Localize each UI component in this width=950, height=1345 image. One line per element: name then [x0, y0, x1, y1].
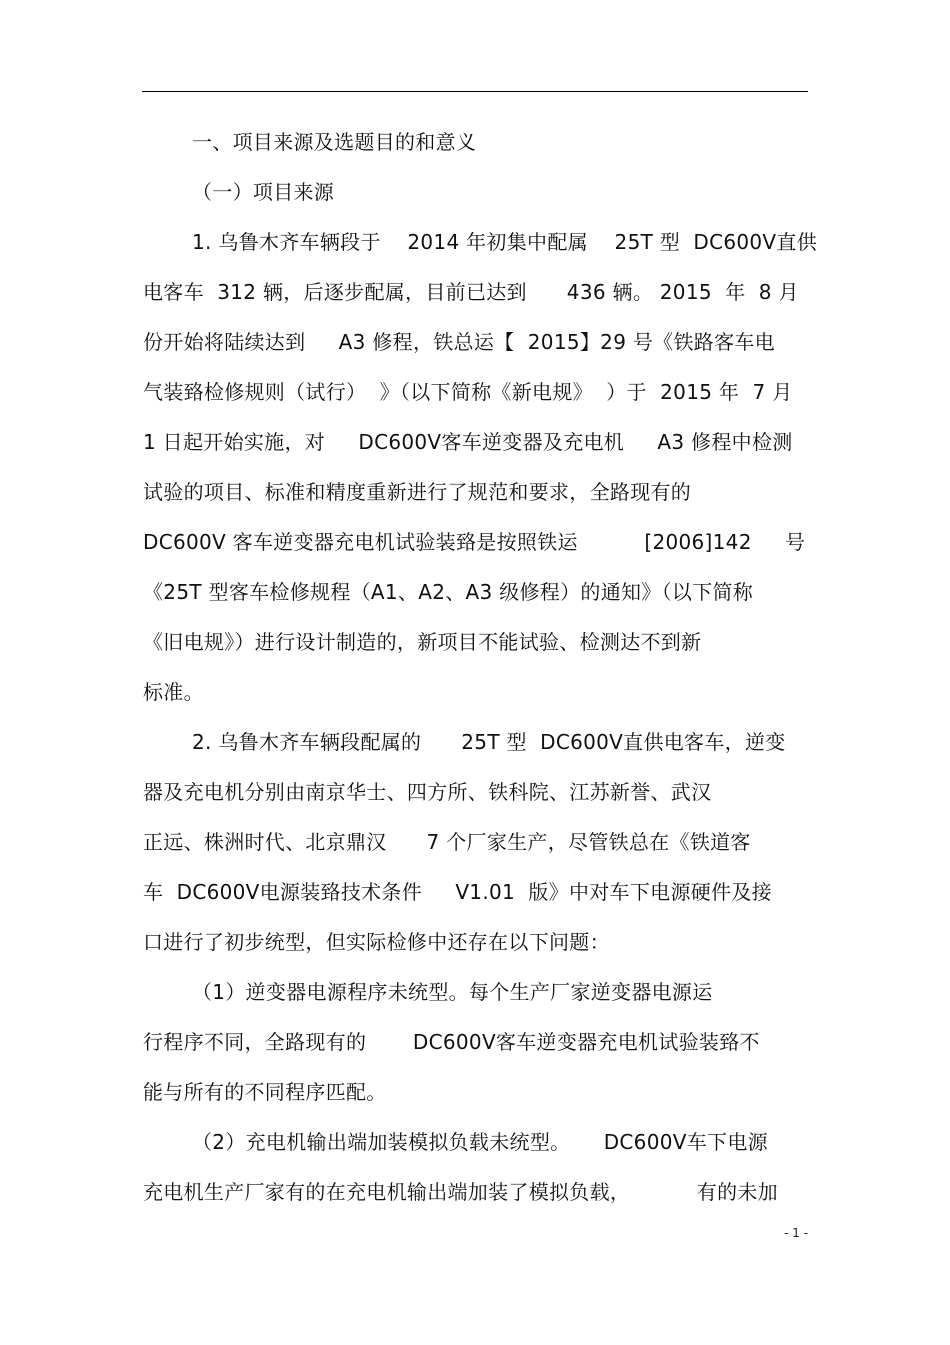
paragraph-line: （1）逆变器电源程序未统型。每个生产厂家逆变器电源运 [192, 980, 713, 1004]
paragraph-line: 标准。 [143, 680, 204, 704]
paragraph-line: 口进行了初步统型，但实际检修中还存在以下问题： [143, 930, 610, 954]
paragraph-line: 器及充电机分别由南京华士、四方所、铁科院、江苏新誉、武汉 [143, 780, 712, 804]
paragraph-line: 电客车 312 辆，后逐步配属，目前已达到 436 辆。 2015 年 8 月 [143, 280, 799, 304]
paragraph-line: 《25T 型客车检修规程（A1、A2、A3 级修程）的通知》（以下简称 [143, 580, 754, 604]
paragraph-line: 车 DC600V电源装臵技术条件 V1.01 版》中对车下电源硬件及接 [143, 880, 772, 904]
page-number: - 1 - [784, 1226, 808, 1240]
paragraph-line: DC600V 客车逆变器充电机试验装臵是按照铁运 [2006]142 号 [143, 530, 806, 554]
paragraph-line: 《旧电规》）进行设计制造的，新项目不能试验、检测达不到新 [143, 630, 702, 654]
paragraph-line: 气装臵检修规则（试行） 》（以下简称《新电规》 ）于 2015 年 7 月 [143, 380, 793, 404]
paragraph-line: 正远、株洲时代、北京鼎汉 7 个厂家生产，尽管铁总在《铁道客 [143, 830, 751, 854]
paragraph-line: 2. 乌鲁木齐车辆段配属的 25T 型 DC600V直供电客车，逆变 [192, 730, 786, 754]
paragraph-line: 试验的项目、标准和精度重新进行了规范和要求，全路现有的 [143, 480, 692, 504]
paragraph-line: 1. 乌鲁木齐车辆段于 2014 年初集中配属 25T 型 DC600V直供 [192, 230, 818, 254]
paragraph-line: 1 日起开始实施，对 DC600V客车逆变器及充电机 A3 修程中检测 [143, 430, 793, 454]
paragraph-line: 行程序不同，全路现有的 DC600V客车逆变器充电机试验装臵不 [143, 1030, 760, 1054]
subsection-heading: （一）项目来源 [192, 180, 335, 204]
paragraph-line: 充电机生产厂家有的在充电机输出端加装了模拟负载， 有的未加 [143, 1180, 778, 1204]
header-rule [142, 91, 808, 92]
paragraph-line: 份开始将陆续达到 A3 修程，铁总运【 2015】29 号《铁路客车电 [143, 330, 775, 354]
paragraph-line: 能与所有的不同程序匹配。 [143, 1080, 387, 1104]
section-heading: 一、项目来源及选题目的和意义 [192, 130, 477, 154]
paragraph-line: （2）充电机输出端加装模拟负载未统型。 DC600V车下电源 [192, 1130, 768, 1154]
